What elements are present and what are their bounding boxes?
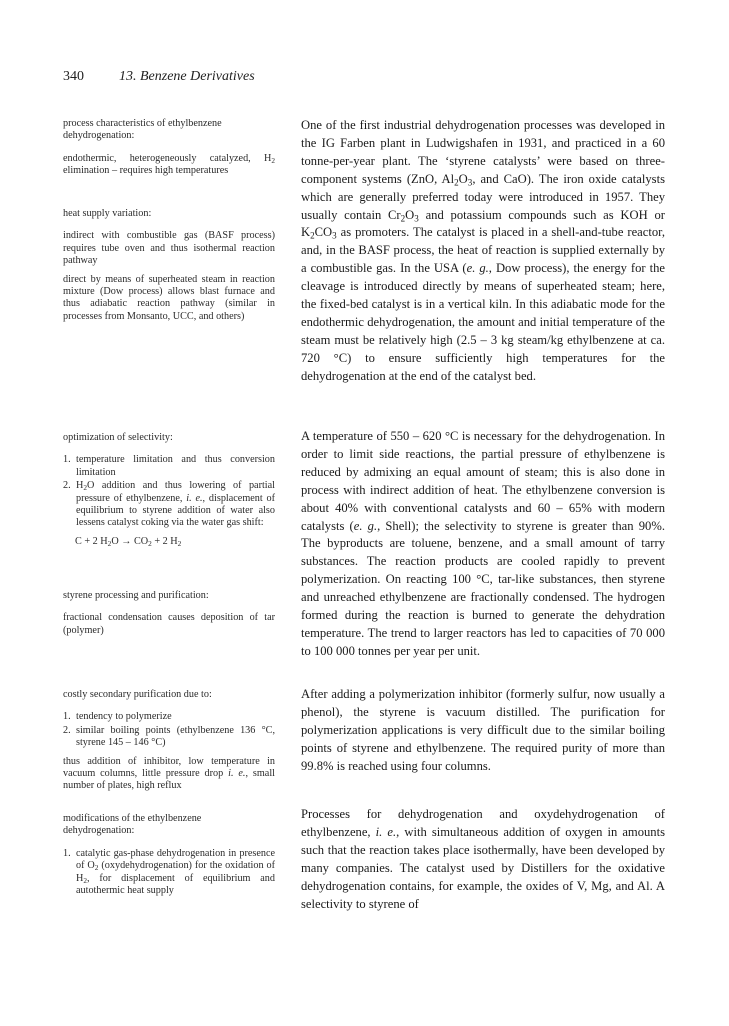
sidebar-block-characteristics xyxy=(63,118,275,184)
sidebar-note: indirect with combustible gas (BASF process) requires tube oven and thus isothermal reaction pathway xyxy=(63,230,275,267)
main-paragraph-1 xyxy=(301,117,665,386)
list-item: 1. tendency to polymerize xyxy=(63,711,172,723)
sidebar-note: direct by means of superheated steam in reaction mixture (Dow process) allows blast furnace and thus adiabatic reaction pathway (similar in processes from Monsanto, UCC, and others) xyxy=(63,273,275,322)
main-paragraph-3 xyxy=(301,686,665,776)
page-number: 340 xyxy=(63,69,84,84)
sidebar-heading: heat supply variation: xyxy=(63,208,152,219)
body-paragraph: One of the first industrial dehydrogenation processes was developed in the IG Farben plant in Ludwigshafen in 1931, and practiced in a 60 tonne-per-year plant. The ‘styrene catalysts’ were based on three-component systems (ZnO, $Al_2O_3$, and CaO). The iron oxide catalysts which are generally preferred today were introduced in 1957. They usually contain $Cr_2O_3$ and potassium compounds such as KOH or $K_2CO_3$ as promoters. The catalyst is placed in a shell-and-tube reactor, and, in the BASF process, the heat of reaction is supplied externally by a combustible gas. In the USA (e. g., Dow process), the energy for the cleavage is introduced directly by means of superheated steam; here, the fixed-bed catalyst is in a vertical kiln. In this adiabatic mode for the endothermic dehydrogenation, the amount and initial temperature of the steam must be relatively high (2.5 – 3 kg steam/kg ethylbenzene at ca. 720 °C) to ensure sufficiently high temperatures for the dehydrogenation at the end of the catalyst bed. xyxy=(301,118,665,383)
sidebar-block-modifications xyxy=(63,813,275,903)
list-item: 2. similar boiling points (ethylbenzene 136 °C, styrene 145 – 146 °C) xyxy=(63,724,275,749)
page-header xyxy=(63,69,255,85)
sidebar-heading: optimization of selectivity: xyxy=(63,432,173,443)
sidebar-heading: costly secondary purification due to: xyxy=(63,689,212,700)
chapter-title: 13. Benzene Derivatives xyxy=(119,69,255,84)
sidebar-list xyxy=(63,454,275,529)
sidebar-block-heat-supply xyxy=(63,208,275,329)
sidebar-heading: modifications of the ethylbenzene dehydrogenation: xyxy=(63,813,202,837)
sidebar-block-selectivity xyxy=(63,432,275,554)
sidebar-list xyxy=(63,711,275,749)
sidebar-note: thus addition of inhibitor, low temperature in vacuum columns, little pressure drop i. e., small number of plates, high reflux xyxy=(63,755,275,792)
body-paragraph: A temperature of 550 – 620 °C is necessary for the dehydrogenation. In order to limit side reactions, the partial pressure of ethylbenzene is reduced by admixing an equal amount of steam; this is also done in process with indirect addition of heat. The ethylbenzene conversion is about 40% with conventional catalysts and 60 – 65% with modern catalysts (e. g., Shell); the selectivity to styrene is greater than 90%. The byproducts are toluene, benzene, and a small amount of tarry substances. The reaction products are cooled rapidly to prevent polymerization. On reacting 100 °C, tar-like substances, then styrene and unreached ethylbenzene are fractionally condensed. The hydrogen formed during the reaction is burned to generate the dehydration temperature. The trend to larger reactors has led to capacities of 70 000 to 100 000 tonnes per year per unit. xyxy=(301,429,665,658)
sidebar-heading: styrene processing and purification: xyxy=(63,590,209,601)
list-item: 2. $H_2O$ addition and thus lowering of partial pressure of ethylbenzene, i. e., displacement of equilibrium to styrene addition of water also lessens catalyst coking via the water gas shift: xyxy=(63,480,276,529)
water-gas-shift-equation: C + 2 $H_2O \to CO_2 + 2$ $H_2$ xyxy=(75,535,182,548)
sidebar-block-purification xyxy=(63,689,275,799)
sidebar-heading: process characteristics of ethylbenzene dehydrogenation: xyxy=(63,118,222,142)
sidebar-note: endothermic, heterogeneously catalyzed, $H_2$ elimination – requires high temperatures xyxy=(63,152,275,177)
sidebar-list xyxy=(63,848,275,898)
sidebar-block-processing xyxy=(63,590,275,643)
list-item: 1. catalytic gas-phase dehydrogenation in presence of $O_2$ (oxydehydrogenation) for the oxidation of $H_2$, for displacement of equilibrium and autothermic heat supply xyxy=(63,847,276,897)
list-item: 1. temperature limitation and thus conversion limitation xyxy=(63,454,275,478)
sidebar-note: fractional condensation causes deposition of tar (polymer) xyxy=(63,612,275,636)
main-paragraph-2 xyxy=(301,428,665,661)
body-paragraph: After adding a polymerization inhibitor (formerly sulfur, now usually a phenol), the styrene is vacuum distilled. The purification for polymerization applications is very difficult due to the similar boiling points of styrene and ethylbenzene. The required purity of more than 99.8% is reached using four columns. xyxy=(301,687,665,773)
main-paragraph-4 xyxy=(301,806,665,913)
body-paragraph: Processes for dehydrogenation and oxydehydrogenation of ethylbenzene, i. e., with simultaneous addition of oxygen in amounts such that the reaction takes place isothermally, have been developed by many companies. The catalyst used by Distillers for the oxidative dehydrogenation contains, for example, the oxides of V, Mg, and Al. A selectivity to styrene of xyxy=(301,807,665,911)
